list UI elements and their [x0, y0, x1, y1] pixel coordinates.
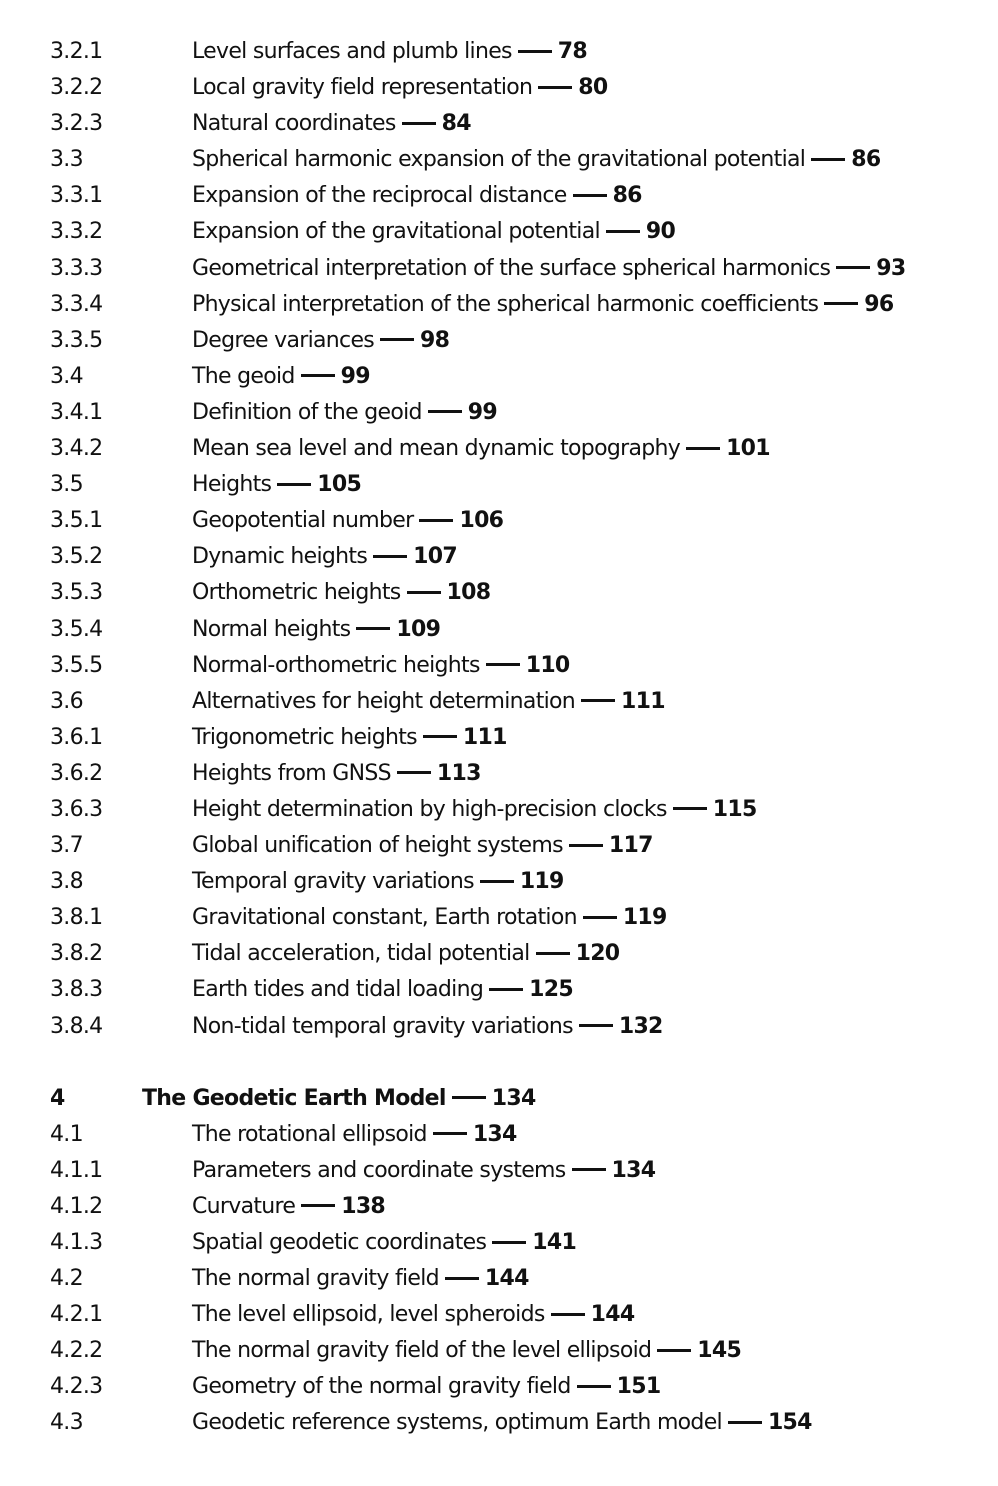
toc-entry[interactable]: [0, 1261, 998, 1297]
section-title: Heights from GNSS: [192, 760, 391, 786]
toc-entry[interactable]: [0, 828, 998, 864]
toc-entry[interactable]: [0, 792, 998, 828]
section-number: 3.2.1: [50, 39, 103, 64]
section-title: Non-tidal temporal gravity variations: [192, 1013, 573, 1039]
toc-entry[interactable]: [0, 467, 998, 503]
section-title: Level surfaces and plumb lines: [192, 39, 512, 64]
section-number: 4.2.3: [50, 1374, 103, 1400]
section-title: The normal gravity field: [192, 1266, 439, 1292]
page-number: 84: [441, 111, 471, 137]
leader-dash: [569, 844, 603, 847]
section-number: 4.2.1: [50, 1302, 103, 1328]
leader-dash: [824, 302, 858, 305]
page-number: 144: [484, 1266, 529, 1292]
section-number: 3.8: [50, 869, 83, 895]
page-number: 109: [396, 616, 441, 642]
chapter-number: 4: [50, 1085, 65, 1111]
section-number: 4.3: [50, 1410, 83, 1436]
toc-list: [0, 34, 998, 1442]
section-title: Heights: [192, 472, 272, 498]
toc-entry[interactable]: [0, 720, 998, 756]
leader-dash: [673, 807, 707, 810]
section-number: 3.3.2: [50, 219, 103, 245]
page-number: 134: [611, 1157, 656, 1183]
page-number: 144: [590, 1302, 635, 1328]
section-title: Earth tides and tidal loading: [192, 977, 484, 1003]
page-number: 154: [767, 1410, 812, 1436]
leader-dash: [402, 122, 436, 125]
leader-dash: [728, 1421, 762, 1424]
section-number: 3.8.2: [50, 941, 103, 967]
section-number: 4.2: [50, 1266, 83, 1292]
page-number: 90: [645, 219, 676, 245]
section-title: Geodetic reference systems, optimum Earth model: [192, 1410, 722, 1436]
leader-dash: [577, 1385, 611, 1388]
toc-entry[interactable]: [0, 612, 998, 648]
toc-entry[interactable]: [0, 106, 998, 142]
section-title: Trigonometric heights: [192, 724, 417, 750]
section-number: 3.3.5: [50, 327, 103, 353]
leader-dash: [423, 735, 457, 738]
page-number: 107: [413, 544, 457, 570]
page-number: 119: [519, 869, 564, 895]
section-title: Alternatives for height determination: [192, 688, 576, 714]
toc-entry[interactable]: [0, 70, 998, 106]
leader-dash: [480, 880, 514, 883]
leader-dash: [356, 627, 390, 630]
leader-dash: [433, 1132, 467, 1135]
section-title: The level ellipsoid, level spheroids: [192, 1302, 545, 1328]
toc-entry[interactable]: [0, 900, 998, 936]
leader-dash: [811, 158, 845, 161]
toc-entry[interactable]: [0, 1405, 998, 1441]
page-number: 138: [341, 1193, 386, 1219]
toc-entry[interactable]: [0, 1153, 998, 1189]
section-title: Gravitational constant, Earth rotation: [192, 905, 577, 931]
section-number: 4.2.2: [50, 1338, 103, 1364]
section-number: 3.3.3: [50, 255, 103, 281]
section-title: Geometry of the normal gravity field: [192, 1374, 571, 1400]
section-title: Definition of the geoid: [192, 399, 422, 425]
toc-entry[interactable]: [0, 684, 998, 720]
section-number: 3.5.1: [50, 508, 103, 534]
leader-dash: [373, 555, 407, 558]
section-number: 3.2.3: [50, 111, 103, 137]
section-title: Physical interpretation of the spherical harmonic coefficients: [192, 291, 819, 317]
toc-entry[interactable]: [0, 178, 998, 214]
section-number: 3.5: [50, 472, 83, 498]
page-number: 78: [557, 39, 588, 64]
toc-chapter-heading[interactable]: [0, 1081, 998, 1117]
toc-entry[interactable]: [0, 1333, 998, 1369]
section-number: 4.1.3: [50, 1230, 103, 1255]
page-number: 151: [616, 1374, 661, 1400]
toc-entry[interactable]: [0, 1297, 998, 1333]
page-number: 96: [864, 291, 894, 317]
page-number: 80: [578, 75, 608, 101]
page-number: 145: [697, 1338, 742, 1364]
toc-entry[interactable]: [0, 936, 998, 972]
leader-dash: [407, 591, 441, 594]
toc-entry[interactable]: [0, 359, 998, 395]
chapter-title: The Geodetic Earth Model: [142, 1085, 446, 1111]
leader-dash: [397, 771, 431, 774]
leader-dash: [380, 338, 414, 341]
section-number: 3.6.2: [50, 760, 103, 786]
section-title: Mean sea level and mean dynamic topography: [192, 436, 681, 462]
page-number: 86: [851, 147, 881, 173]
section-number: 3.6.1: [50, 724, 103, 750]
section-title: Curvature: [192, 1193, 296, 1219]
leader-dash: [538, 86, 572, 89]
page-number: 108: [446, 580, 491, 606]
leader-dash: [551, 1313, 585, 1316]
section-number: 3.8.1: [50, 905, 103, 931]
toc-entry[interactable]: [0, 503, 998, 539]
section-title: The normal gravity field of the level ellipsoid: [192, 1338, 652, 1364]
section-title: Parameters and coordinate systems: [192, 1157, 566, 1183]
page-number: 110: [525, 652, 570, 678]
section-title: Global unification of height systems: [192, 833, 563, 859]
section-number: 3.5.2: [50, 544, 103, 570]
leader-dash: [836, 266, 870, 269]
toc-entry[interactable]: [0, 1369, 998, 1405]
section-title: The rotational ellipsoid: [192, 1121, 427, 1147]
toc-entry[interactable]: [0, 287, 998, 323]
toc-entry[interactable]: [0, 431, 998, 467]
section-number: 3.5.4: [50, 616, 103, 642]
section-title: Height determination by high-precision clocks: [192, 796, 667, 822]
section-title: Expansion of the gravitational potential: [192, 219, 600, 245]
section-title: Geopotential number: [192, 508, 414, 534]
toc-entry[interactable]: [0, 972, 998, 1008]
leader-dash: [518, 50, 552, 53]
section-number: 4.1: [50, 1121, 83, 1147]
section-title: Expansion of the reciprocal distance: [192, 183, 567, 209]
section-title: Normal-orthometric heights: [192, 652, 480, 678]
page-number: 93: [876, 255, 906, 281]
section-number: 3.6: [50, 688, 83, 714]
page-number: 111: [621, 688, 665, 714]
toc-entry[interactable]: [0, 575, 998, 611]
section-number: 3.3: [50, 147, 83, 173]
toc-entry[interactable]: [0, 864, 998, 900]
toc-entry[interactable]: [0, 214, 998, 250]
leader-dash: [583, 916, 617, 919]
page-number: 99: [340, 363, 370, 389]
page-number: 119: [622, 905, 667, 931]
leader-dash: [657, 1349, 691, 1352]
section-number: 4.1.2: [50, 1193, 103, 1219]
leader-dash: [492, 1241, 526, 1244]
section-number: 3.2.2: [50, 75, 103, 101]
section-number: 3.3.4: [50, 291, 103, 317]
leader-dash: [489, 988, 523, 991]
page-number: 105: [317, 472, 362, 498]
page-number: 120: [575, 941, 620, 967]
toc-entry[interactable]: [0, 1225, 998, 1261]
toc-entry[interactable]: [0, 1189, 998, 1225]
section-title: Temporal gravity variations: [192, 869, 474, 895]
page-number: 113: [436, 760, 481, 786]
leader-dash: [579, 1024, 613, 1027]
leader-dash: [277, 483, 311, 486]
section-number: 3.8.3: [50, 977, 103, 1003]
leader-dash: [686, 447, 720, 450]
section-number: 4.1.1: [50, 1157, 103, 1183]
page-number: 132: [618, 1013, 663, 1039]
leader-dash: [428, 410, 462, 413]
section-number: 3.4.1: [50, 399, 103, 425]
section-title: Orthometric heights: [192, 580, 401, 606]
toc-entry[interactable]: [0, 1009, 998, 1045]
page-number: 115: [712, 796, 757, 822]
section-title: Natural coordinates: [192, 111, 396, 137]
leader-dash: [581, 699, 615, 702]
section-title: Tidal acceleration, tidal potential: [192, 941, 530, 967]
section-number: 3.7: [50, 833, 83, 859]
section-title: Normal heights: [192, 616, 351, 642]
leader-dash: [445, 1277, 479, 1280]
leader-dash: [419, 519, 453, 522]
section-title: The geoid: [192, 363, 295, 389]
page-number: 99: [467, 399, 497, 425]
toc-entry[interactable]: [0, 756, 998, 792]
page-number: 106: [459, 508, 504, 534]
page-number: 101: [726, 436, 770, 462]
section-number: 3.5.5: [50, 652, 103, 678]
leader-dash: [572, 1168, 606, 1171]
leader-dash: [606, 230, 640, 233]
section-title: Dynamic heights: [192, 544, 368, 570]
leader-dash: [301, 1204, 335, 1207]
toc-entry[interactable]: [0, 34, 998, 70]
page-number: 86: [612, 183, 642, 209]
leader-dash: [486, 663, 520, 666]
toc-entry[interactable]: [0, 1117, 998, 1153]
section-number: 3.4: [50, 363, 83, 389]
toc-entry[interactable]: [0, 539, 998, 575]
page-number: 134: [472, 1121, 517, 1147]
leader-dash: [301, 374, 335, 377]
page-number: 141: [532, 1230, 577, 1255]
section-title: Spatial geodetic coordinates: [192, 1230, 487, 1255]
toc-entry[interactable]: [0, 648, 998, 684]
page-number: 117: [608, 833, 653, 859]
toc-entry[interactable]: [0, 142, 998, 178]
leader-dash: [536, 952, 570, 955]
section-title: Degree variances: [192, 327, 375, 353]
section-number: 3.3.1: [50, 183, 103, 209]
section-number: 3.5.3: [50, 580, 103, 606]
page-number: 111: [462, 724, 507, 750]
section-title: Spherical harmonic expansion of the gravitational potential: [192, 147, 806, 173]
page-number: 98: [420, 327, 450, 353]
section-number: 3.8.4: [50, 1013, 103, 1039]
toc-entry[interactable]: [0, 395, 998, 431]
toc-entry[interactable]: [0, 323, 998, 359]
section-title: Geometrical interpretation of the surface spherical harmonics: [192, 255, 831, 281]
page-number: 134: [491, 1085, 536, 1111]
leader-dash: [573, 194, 607, 197]
page-number: 125: [529, 977, 573, 1003]
toc-entry[interactable]: [0, 251, 998, 287]
section-title: Local gravity field representation: [192, 75, 533, 101]
section-number: 3.4.2: [50, 436, 103, 462]
leader-dash: [452, 1096, 486, 1099]
section-number: 3.6.3: [50, 796, 103, 822]
